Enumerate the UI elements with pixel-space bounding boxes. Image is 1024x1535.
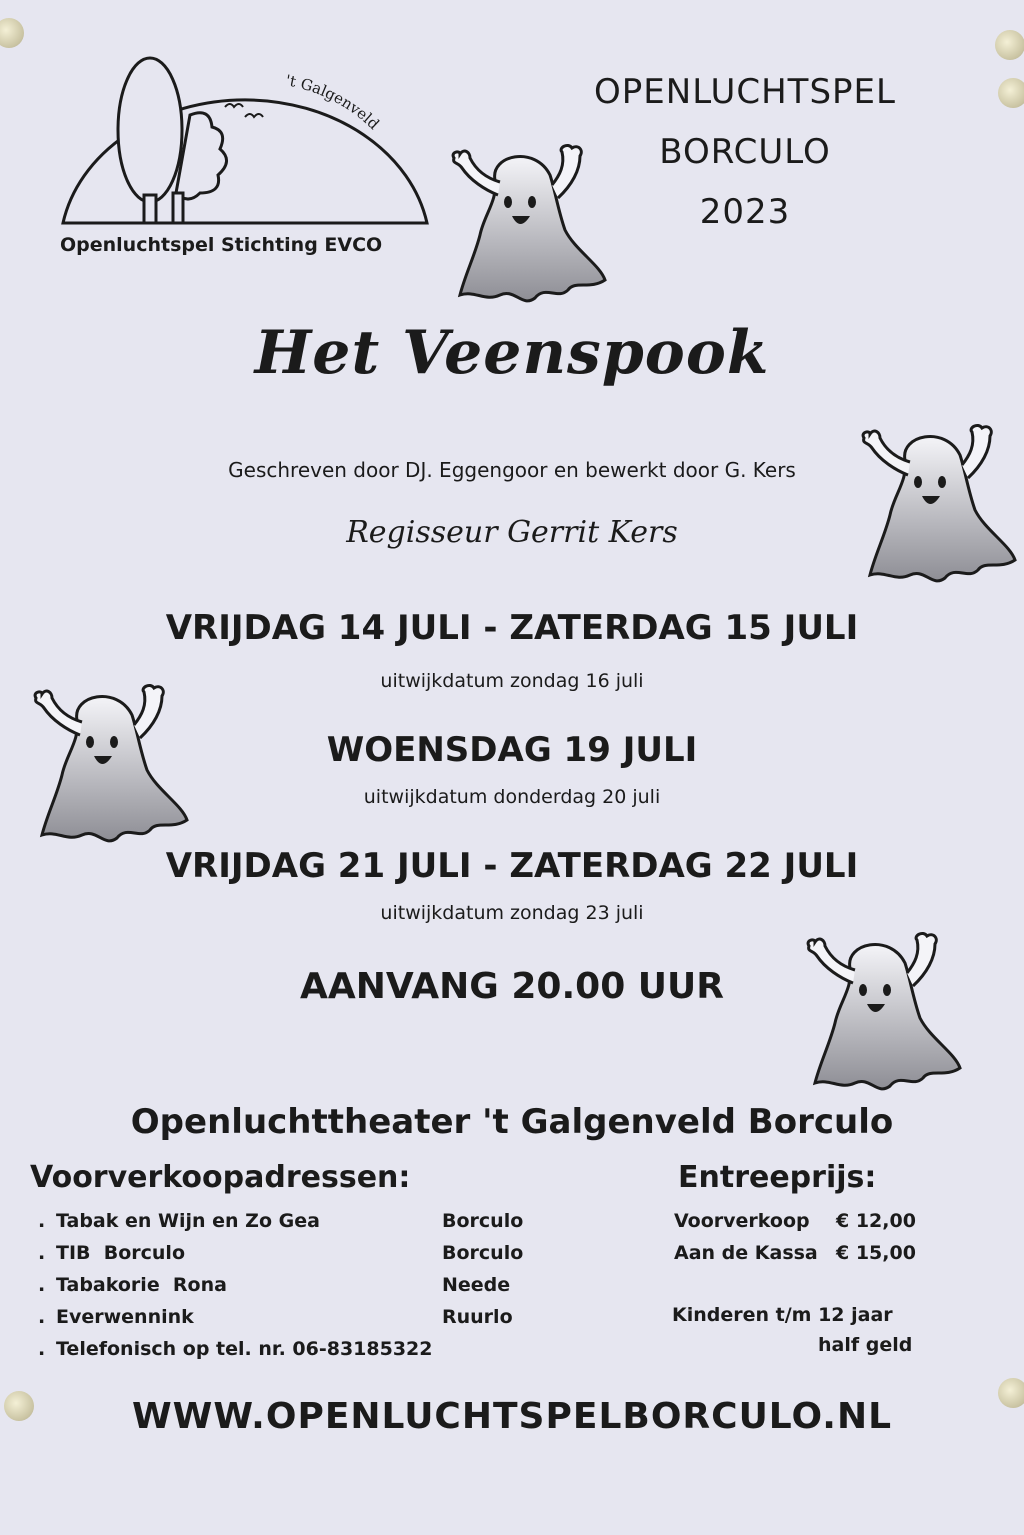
logo-arc-text: 't Galgenveld: [284, 71, 383, 134]
alternate-date: uitwijkdatum zondag 16 juli: [380, 670, 644, 692]
svg-text:'t Galgenveld: [284, 71, 383, 133]
event-heading-line1: OPENLUCHTSPEL: [594, 72, 896, 112]
presale-place: Neede: [442, 1274, 511, 1296]
event-heading: [560, 62, 930, 242]
presale-list: [38, 1210, 598, 1370]
list-item: . TIB Borculo Borculo: [38, 1242, 524, 1264]
price-value: € 15,00: [836, 1242, 916, 1264]
presale-phone: Telefonisch op tel. nr. 06-83185322: [56, 1338, 433, 1360]
price-list: [674, 1210, 974, 1274]
alternate-date: uitwijkdatum donderdag 20 juli: [363, 786, 661, 808]
list-item: . Tabak en Wijn en Zo Gea Borculo: [38, 1210, 524, 1232]
ghost-icon: [850, 420, 1020, 589]
start-time: AANVANG 20.00 UUR: [300, 966, 724, 1007]
author-credit: Geschreven door DJ. Eggengoor en bewerkt door G. Kers: [228, 458, 796, 482]
ghost-icon: [795, 928, 965, 1097]
presale-place: Borculo: [442, 1242, 524, 1264]
presale-heading: Voorverkoopadressen:: [30, 1160, 411, 1195]
performance-dates: VRIJDAG 21 JULI - ZATERDAG 22 JULI: [165, 846, 859, 886]
prices-heading: Entreeprijs:: [678, 1160, 877, 1195]
list-item: . Everwennink Ruurlo: [38, 1306, 513, 1328]
presale-name: Tabak en Wijn en Zo Gea: [56, 1210, 320, 1232]
price-label: Aan de Kassa: [674, 1242, 818, 1264]
children-note-discount: half geld: [818, 1334, 913, 1356]
performance-dates: VRIJDAG 14 JULI - ZATERDAG 15 JULI: [165, 608, 859, 648]
list-item: . Telefonisch op tel. nr. 06-83185322: [38, 1338, 433, 1360]
play-title: Het Veenspook: [254, 318, 770, 388]
venue: Openluchttheater 't Galgenveld Borculo: [130, 1102, 894, 1142]
tree-logo-icon: [55, 55, 440, 235]
children-note: Kinderen t/m 12 jaar: [672, 1304, 893, 1326]
list-item: [674, 1210, 974, 1242]
list-item: . Tabakorie Rona Neede: [38, 1274, 511, 1296]
presale-name: TIB Borculo: [56, 1242, 186, 1264]
presale-place: Ruurlo: [442, 1306, 513, 1328]
pushpin-icon: [0, 18, 24, 48]
presale-place: Borculo: [442, 1210, 524, 1232]
website-url: WWW.OPENLUCHTSPELBORCULO.NL: [131, 1396, 893, 1437]
price-label: Voorverkoop: [674, 1210, 810, 1232]
list-item: [674, 1242, 974, 1274]
price-value: € 12,00: [836, 1210, 916, 1232]
ghost-icon: [440, 140, 610, 309]
alternate-date: uitwijkdatum zondag 23 juli: [380, 902, 644, 924]
director-credit: Regisseur Gerrit Kers: [346, 515, 678, 550]
pushpin-icon: [995, 30, 1024, 60]
presale-name: Everwennink: [56, 1306, 194, 1328]
performance-dates: WOENSDAG 19 JULI: [326, 730, 698, 770]
pushpin-icon: [998, 78, 1024, 108]
presale-name: Tabakorie Rona: [56, 1274, 227, 1296]
event-heading-line3: 2023: [699, 192, 791, 232]
logo-caption: Openluchtspel Stichting EVCO: [60, 234, 383, 256]
event-heading-line2: BORCULO: [659, 132, 831, 172]
